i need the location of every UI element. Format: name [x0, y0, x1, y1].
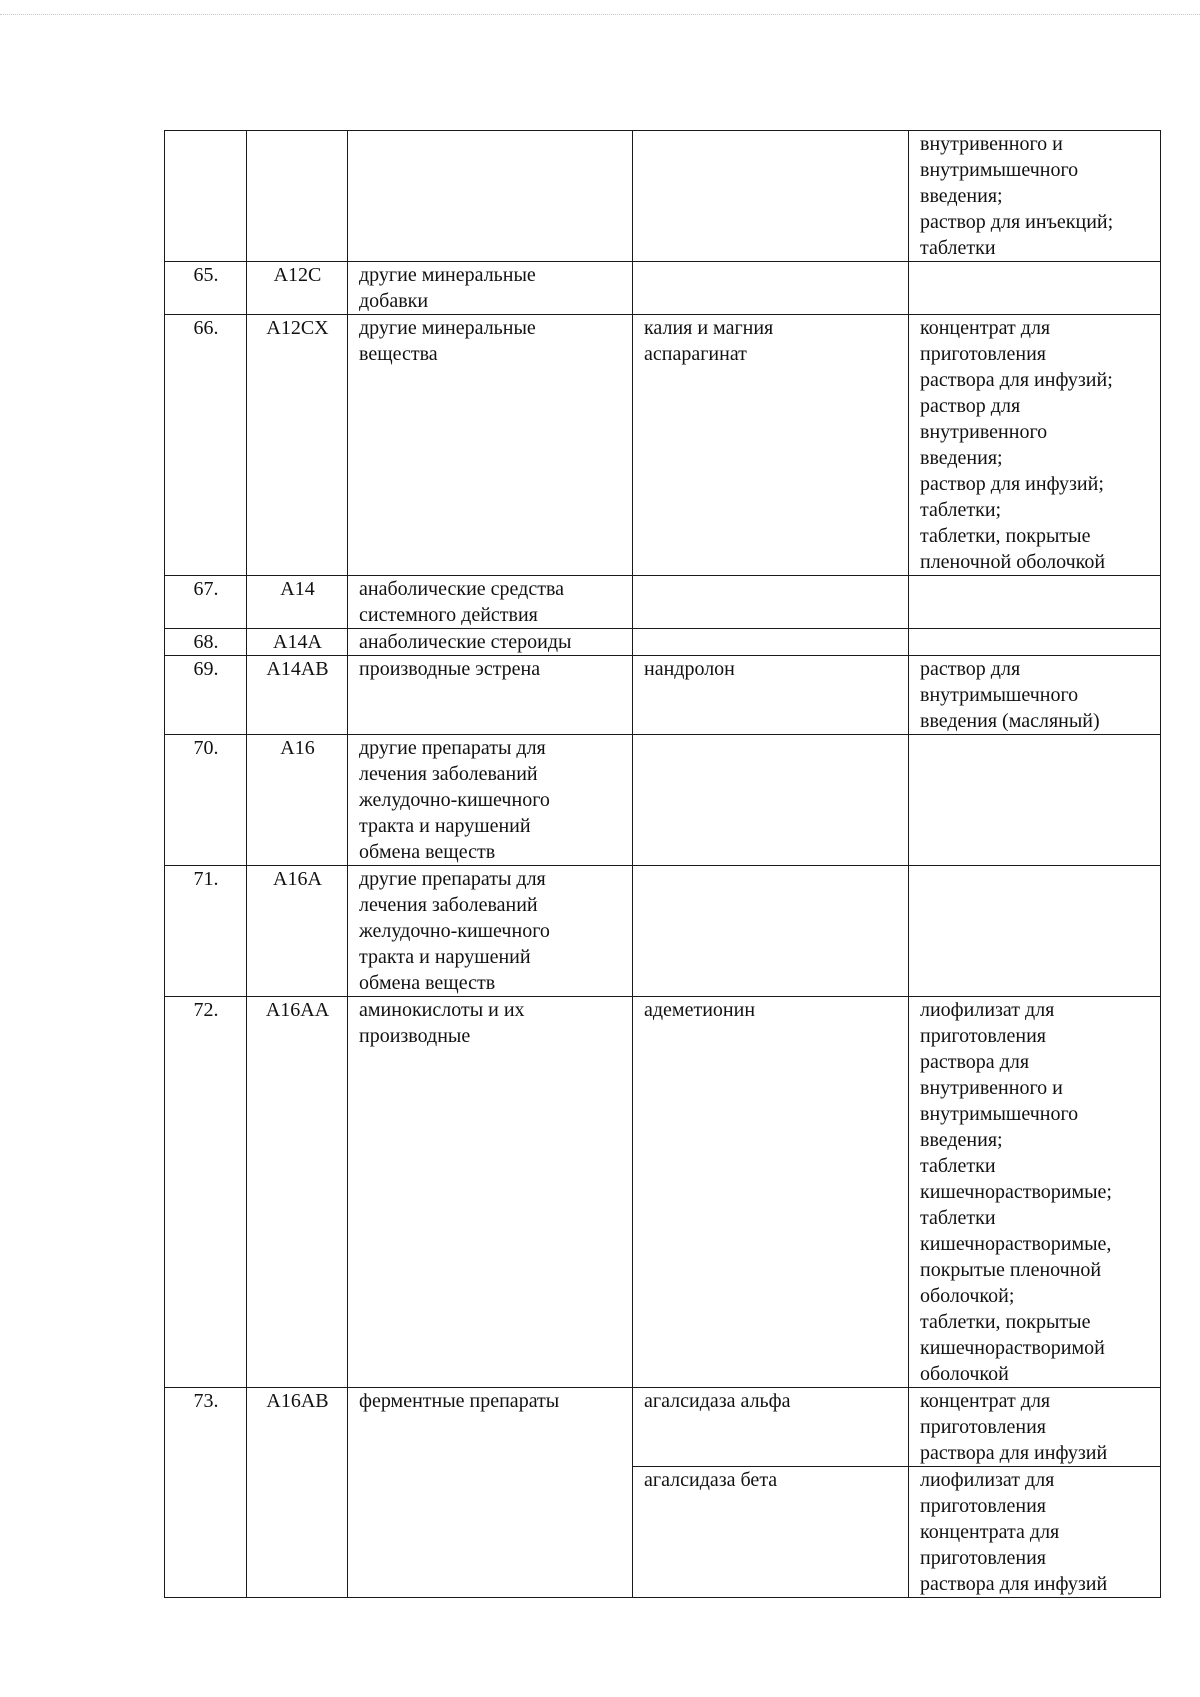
dosage-form-line: приготовления — [920, 1025, 1046, 1047]
group-line: добавки — [359, 290, 429, 312]
group-line: обмена веществ — [359, 841, 496, 863]
table-row — [165, 576, 1161, 629]
group-line: анаболические средства — [359, 578, 564, 600]
group-line: обмена веществ — [359, 972, 496, 994]
dosage-form-line: кишечнорастворимые; — [920, 1181, 1112, 1203]
drug-list-table — [164, 130, 1161, 1598]
atc-code: A12C — [247, 262, 348, 315]
row-number: 72. — [165, 997, 247, 1388]
dosage-form-line: приготовления — [920, 1416, 1046, 1438]
drug-name-line: агалсидаза альфа — [644, 1390, 791, 1412]
atc-code: A16A — [247, 866, 348, 997]
group-line: вещества — [359, 343, 438, 365]
dosage-form-line: раствора для инфузий — [920, 1573, 1108, 1595]
dosage-form-line: лиофилизат для — [920, 1469, 1055, 1491]
dosage-form-line: таблетки, покрытые — [920, 1311, 1091, 1333]
atc-group-name — [348, 131, 633, 262]
atc-group-name — [348, 656, 633, 735]
drug-name — [633, 1467, 909, 1598]
atc-group-name — [348, 866, 633, 997]
drug-name-line: аспарагинат — [644, 343, 747, 365]
group-line: аминокислоты и их — [359, 999, 525, 1021]
atc-code: A16AB — [247, 1388, 348, 1598]
dosage-form-line: кишечнорастворимой — [920, 1337, 1105, 1359]
drug-name — [633, 262, 909, 315]
group-line: лечения заболеваний — [359, 763, 538, 785]
dosage-form-line: внутримышечного — [920, 1103, 1079, 1125]
dosage-form-line: внутримышечного — [920, 684, 1079, 706]
drug-name-line: калия и магния — [644, 317, 774, 339]
row-number: 67. — [165, 576, 247, 629]
drug-name — [633, 629, 909, 656]
dosage-form-line: приготовления — [920, 343, 1046, 365]
row-number: 65. — [165, 262, 247, 315]
atc-group-name — [348, 997, 633, 1388]
drug-name-line: агалсидаза бета — [644, 1469, 778, 1491]
dosage-form-line: внутримышечного — [920, 159, 1079, 181]
dosage-form-line: введения; — [920, 1129, 1003, 1151]
dosage-forms — [909, 131, 1161, 262]
atc-group-name — [348, 262, 633, 315]
dosage-form-line: концентрат для — [920, 317, 1051, 339]
group-line: тракта и нарушений — [359, 946, 531, 968]
drug-name-line: нандролон — [644, 658, 735, 680]
atc-code: A14AB — [247, 656, 348, 735]
drug-name — [633, 866, 909, 997]
table-row — [165, 262, 1161, 315]
drug-name — [633, 656, 909, 735]
drug-name-line: адеметионин — [644, 999, 756, 1021]
group-line: другие минеральные — [359, 264, 536, 286]
group-line: производные эстрена — [359, 658, 541, 680]
group-line: производные — [359, 1025, 471, 1047]
row-number: 70. — [165, 735, 247, 866]
drug-name — [633, 315, 909, 576]
dosage-form-line: внутривенного и — [920, 133, 1063, 155]
dosage-form-line: концентрата для — [920, 1521, 1060, 1543]
row-number — [165, 131, 247, 262]
group-line: желудочно-кишечного — [359, 789, 550, 811]
dosage-form-line: пленочной оболочкой — [920, 551, 1106, 573]
atc-code: A14 — [247, 576, 348, 629]
dosage-forms — [909, 1388, 1161, 1467]
dosage-form-line: оболочкой; — [920, 1285, 1015, 1307]
table-row — [165, 629, 1161, 656]
group-line: системного действия — [359, 604, 538, 626]
table-row — [165, 866, 1161, 997]
dosage-forms — [909, 656, 1161, 735]
dosage-form-line: внутривенного — [920, 421, 1048, 443]
row-number: 71. — [165, 866, 247, 997]
dosage-form-line: концентрат для — [920, 1390, 1051, 1412]
dosage-forms — [909, 866, 1161, 997]
atc-group-name — [348, 735, 633, 866]
dosage-form-line: таблетки; — [920, 499, 1002, 521]
atc-code: A14A — [247, 629, 348, 656]
dosage-form-line: таблетки, покрытые — [920, 525, 1091, 547]
group-line: другие препараты для — [359, 868, 546, 890]
group-line: анаболические стероиды — [359, 631, 572, 653]
dosage-forms — [909, 576, 1161, 629]
dosage-forms — [909, 315, 1161, 576]
dosage-form-line: таблетки — [920, 1155, 996, 1177]
atc-code: A16 — [247, 735, 348, 866]
dosage-form-line: раствора для — [920, 1051, 1030, 1073]
dosage-form-line: покрытые пленочной — [920, 1259, 1102, 1281]
table-row — [165, 997, 1161, 1388]
dosage-form-line: введения (масляный) — [920, 710, 1100, 732]
table-row — [165, 1388, 1161, 1467]
group-line: ферментные препараты — [359, 1390, 560, 1412]
drug-name — [633, 576, 909, 629]
dosage-form-line: раствор для — [920, 395, 1021, 417]
table-row — [165, 131, 1161, 262]
dosage-form-line: раствора для инфузий; — [920, 369, 1113, 391]
dosage-form-line: кишечнорастворимые, — [920, 1233, 1112, 1255]
dosage-forms — [909, 629, 1161, 656]
dosage-form-line: введения; — [920, 447, 1003, 469]
drug-name — [633, 997, 909, 1388]
dosage-form-line: раствор для инъекций; — [920, 211, 1114, 233]
dosage-form-line: раствора для инфузий — [920, 1442, 1108, 1464]
row-number: 73. — [165, 1388, 247, 1598]
dosage-form-line: приготовления — [920, 1547, 1046, 1569]
table-row — [165, 735, 1161, 866]
dosage-form-line: таблетки — [920, 1207, 996, 1229]
atc-code — [247, 131, 348, 262]
group-line: лечения заболеваний — [359, 894, 538, 916]
row-number: 66. — [165, 315, 247, 576]
row-number: 69. — [165, 656, 247, 735]
dosage-form-line: оболочкой — [920, 1363, 1009, 1385]
dosage-form-line: внутривенного и — [920, 1077, 1063, 1099]
drug-name — [633, 1388, 909, 1467]
group-line: другие минеральные — [359, 317, 536, 339]
dosage-form-line: раствор для — [920, 658, 1021, 680]
dosage-forms — [909, 735, 1161, 866]
group-line: тракта и нарушений — [359, 815, 531, 837]
dosage-form-line: таблетки — [920, 237, 996, 259]
drug-name — [633, 131, 909, 262]
dosage-form-line: приготовления — [920, 1495, 1046, 1517]
dosage-form-line: раствор для инфузий; — [920, 473, 1104, 495]
group-line: желудочно-кишечного — [359, 920, 550, 942]
page-top-rule — [0, 14, 1200, 15]
atc-group-name — [348, 315, 633, 576]
dosage-forms — [909, 1467, 1161, 1598]
dosage-forms — [909, 997, 1161, 1388]
dosage-form-line: лиофилизат для — [920, 999, 1055, 1021]
atc-code: A16AA — [247, 997, 348, 1388]
dosage-form-line: введения; — [920, 185, 1003, 207]
atc-group-name — [348, 629, 633, 656]
table-row — [165, 656, 1161, 735]
row-number: 68. — [165, 629, 247, 656]
dosage-forms — [909, 262, 1161, 315]
group-line: другие препараты для — [359, 737, 546, 759]
atc-group-name — [348, 1388, 633, 1598]
table-row — [165, 315, 1161, 576]
atc-code: A12CX — [247, 315, 348, 576]
atc-group-name — [348, 576, 633, 629]
drug-name — [633, 735, 909, 866]
